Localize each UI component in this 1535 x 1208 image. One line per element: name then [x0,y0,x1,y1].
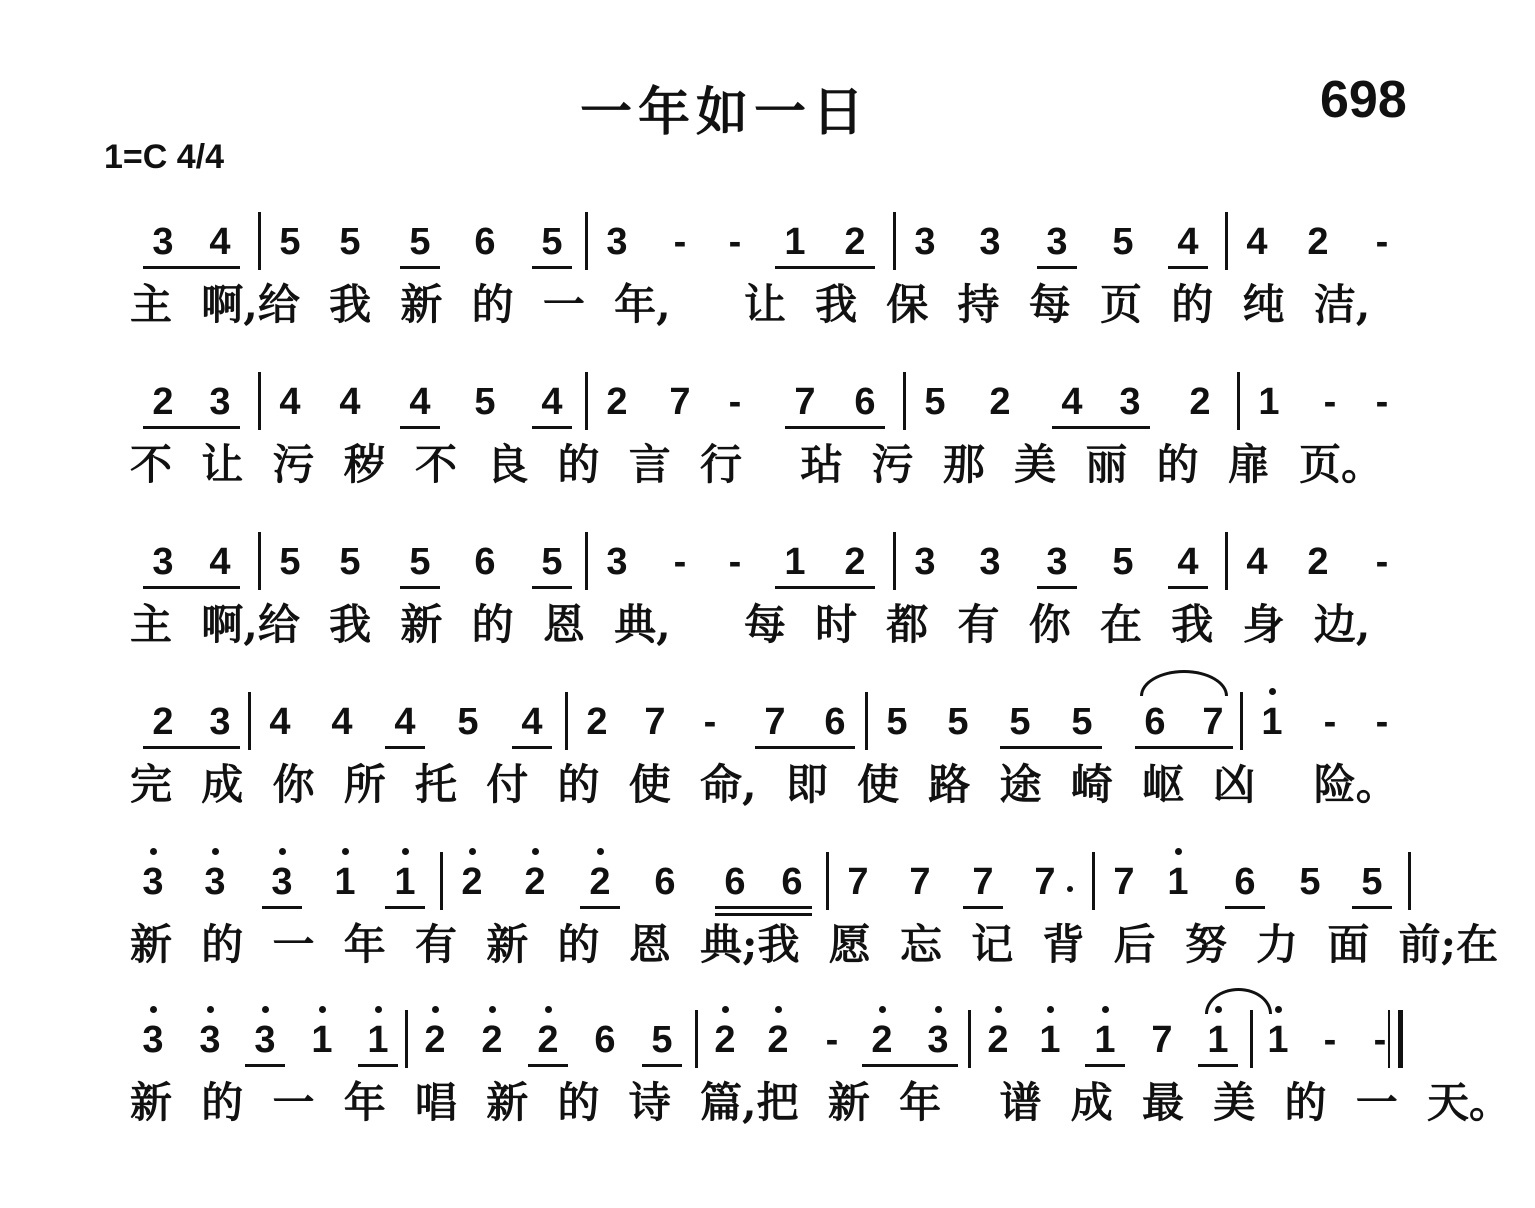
octave-dot [597,848,604,855]
bar-line [893,532,896,590]
note: 1 [302,1018,342,1062]
note: 2 [580,860,620,904]
note: 7 [909,861,931,903]
note: 3 [152,541,174,583]
bar-line [1240,692,1243,750]
double-beam-line [715,906,812,909]
note: 6 [724,861,746,903]
note: 6 [474,221,496,263]
note: 5 [1009,701,1031,743]
note: 4 [1246,541,1268,583]
beam-line [1168,266,1208,269]
note: 3 [190,1018,230,1062]
beam-line [512,746,552,749]
octave-dot [402,848,409,855]
note: 5 [339,221,361,263]
octave-dot [1269,688,1276,695]
octave-dot [279,848,286,855]
octave-dot [262,1006,269,1013]
note: 5 [541,221,563,263]
note: 2 [978,1018,1018,1062]
octave-dot [150,1006,157,1013]
beam-line [532,266,572,269]
bar-line [585,212,588,270]
final-bar-thin [1388,1010,1390,1068]
note: 4 [1061,381,1083,423]
lyric-line: 新 的 一 年 有 新 的 恩 典;我 愿 忘 记 背 后 努 力 面 前;在 [130,920,1499,969]
note: 2 [152,701,174,743]
note: 2 [152,381,174,423]
note: 1 [1252,700,1292,744]
hymn-number: 698 [1320,71,1407,129]
note: 4 [209,221,231,263]
note: 5 [1299,861,1321,903]
octave-dot [995,1006,1002,1013]
beam-line [143,746,240,749]
note: 2 [606,381,628,423]
beam-line [1000,746,1102,749]
octave-dot [212,848,219,855]
bar-line [258,532,261,590]
octave-dot [375,1006,382,1013]
note: 5 [409,221,431,263]
octave-dot [469,848,476,855]
octave-dot [1175,848,1182,855]
note: - [728,541,742,583]
beam-line [862,1064,958,1067]
beam-line [143,426,240,429]
note: 2 [844,221,866,263]
note: 6 [654,861,676,903]
octave-dot [207,1006,214,1013]
note: 3 [209,701,231,743]
note: - [1323,701,1337,743]
note: - [703,701,717,743]
note: 7 [1113,861,1135,903]
note: 6 [1144,701,1166,743]
note: 3 [1046,541,1068,583]
note: 6 [854,381,876,423]
bar-line [826,852,829,910]
octave-dot [319,1006,326,1013]
note: 5 [279,541,301,583]
note: 1 [1158,860,1198,904]
beam-line [532,426,572,429]
octave-dot [1102,1006,1109,1013]
beam-line [1198,1064,1238,1067]
bar-line [893,212,896,270]
note: 1 [325,860,365,904]
beam-line [580,906,620,909]
bar-line [695,1010,698,1068]
note: - [728,381,742,423]
note: 2 [758,1018,798,1062]
note: 5 [1112,541,1134,583]
note: 3 [195,860,235,904]
score-row [0,220,1535,380]
note: 5 [409,541,431,583]
note: 5 [457,701,479,743]
bar-line [258,212,261,270]
beam-line [775,266,875,269]
note: - [1375,221,1389,263]
key-signature: 1=C 4/4 [104,138,225,176]
note: 3 [262,860,302,904]
beam-line [963,906,1003,909]
beam-line [358,1064,398,1067]
note: 6 [594,1019,616,1061]
note: 5 [279,221,301,263]
note: 6 [1234,861,1256,903]
note: 5 [339,541,361,583]
note: 3 [914,541,936,583]
note: - [1323,381,1337,423]
note: 6 [824,701,846,743]
note: 1 [1258,381,1280,423]
octave-dot [1275,1006,1282,1013]
score-row [0,540,1535,700]
note: 4 [409,381,431,423]
note: 3 [133,860,173,904]
bar-line [1250,1010,1253,1068]
note: 5 [541,541,563,583]
note: 5 [924,381,946,423]
note: 3 [152,221,174,263]
beam-line [1168,586,1208,589]
bar-line [258,372,261,430]
bar-line [1225,212,1228,270]
beam-line [262,906,302,909]
bar-line [440,852,443,910]
note: 4 [541,381,563,423]
octave-dot [545,1006,552,1013]
note: 2 [452,860,492,904]
note: - [1323,1019,1337,1061]
lyric-line: 新 的 一 年 唱 新 的 诗 篇,把 新 年 谱 成 最 美 的 一 天。 [130,1078,1512,1127]
note: 3 [245,1018,285,1062]
note: 5 [651,1019,673,1061]
lyric-line: 主 啊,给 我 新 的 恩 典, 每 时 都 有 你 在 我 身 边, [130,600,1371,649]
note: 1 [1198,1018,1238,1062]
note: 2 [1307,221,1329,263]
note: 5 [947,701,969,743]
note: 1 [784,541,806,583]
note: 3 [606,541,628,583]
note: 2 [1189,381,1211,423]
score-row [0,700,1535,860]
bar-line [968,1010,971,1068]
note: 3 [979,221,1001,263]
note: 4 [1177,221,1199,263]
note: 7 [669,381,691,423]
note: 2 [705,1018,745,1062]
note: 1 [1085,1018,1125,1062]
beam-line [385,746,425,749]
note: 2 [989,381,1011,423]
beam-line [1052,426,1150,429]
note: 4 [339,381,361,423]
octave-dot [342,848,349,855]
bar-line [865,692,868,750]
note: 2 [528,1018,568,1062]
final-bar-thick [1398,1010,1403,1068]
octave-dot [150,848,157,855]
note: 7 [644,701,666,743]
score-row [0,1018,1535,1178]
note: 3 [606,221,628,263]
note: - [673,541,687,583]
note: 7 [794,381,816,423]
beam-line [642,1064,682,1067]
note: 3 [209,381,231,423]
octave-dot [879,1006,886,1013]
note: 3 [918,1018,958,1062]
note: 1 [358,1018,398,1062]
note: 4 [209,541,231,583]
note: 2 [472,1018,512,1062]
note: 4 [331,701,353,743]
note: 7 [972,861,994,903]
note: 3 [1119,381,1141,423]
octave-dot [1047,1006,1054,1013]
note: 7 [1202,701,1224,743]
note: 6 [474,541,496,583]
note: - [1375,381,1389,423]
note: 4 [1177,541,1199,583]
beam-line [532,586,572,589]
beam-line [1037,586,1077,589]
double-beam-line [715,913,812,916]
note: 2 [515,860,555,904]
augmentation-dot [1067,886,1073,892]
beam-line [1225,906,1265,909]
note: - [728,221,742,263]
bar-line [248,692,251,750]
beam-line [143,266,240,269]
score-row [0,380,1535,540]
note: 5 [1112,221,1134,263]
beam-line [385,906,425,909]
octave-dot [775,1006,782,1013]
beam-line [400,266,440,269]
lyric-line: 完 成 你 所 托 付 的 使 命, 即 使 路 途 崎 岖 凶 险。 [130,760,1398,809]
beam-line [528,1064,568,1067]
note: 2 [844,541,866,583]
note: - [1373,1019,1387,1061]
bar-line [585,532,588,590]
bar-line [405,1010,408,1068]
beam-line [1135,746,1233,749]
note: 3 [914,221,936,263]
note: 3 [133,1018,173,1062]
octave-dot [532,848,539,855]
note: 1 [1258,1018,1298,1062]
bar-line [903,372,906,430]
note: 7 [764,701,786,743]
beam-line [1085,1064,1125,1067]
note: 4 [394,701,416,743]
note: 1 [784,221,806,263]
note: 5 [1361,861,1383,903]
note: 7 [1151,1019,1173,1061]
note: - [825,1019,839,1061]
note: 2 [862,1018,902,1062]
beam-line [1037,266,1077,269]
beam-line [143,586,240,589]
note: - [1375,701,1389,743]
note: 5 [474,381,496,423]
beam-line [785,426,885,429]
octave-dot [722,1006,729,1013]
bar-line [1225,532,1228,590]
lyric-line: 主 啊,给 我 新 的 一 年, 让 我 保 持 每 页 的 纯 洁, [130,280,1371,329]
beam-line [1352,906,1392,909]
beam-line [755,746,855,749]
note: - [1375,541,1389,583]
note: 2 [1307,541,1329,583]
note: 1 [1030,1018,1070,1062]
bar-line [565,692,568,750]
note: - [673,221,687,263]
note: 1 [385,860,425,904]
note: 6 [781,861,803,903]
note: 4 [521,701,543,743]
bar-line [585,372,588,430]
beam-line [245,1064,285,1067]
octave-dot [489,1006,496,1013]
beam-line [400,426,440,429]
lyric-line: 不 让 污 秽 不 良 的 言 行 玷 污 那 美 丽 的 扉 页。 [130,440,1384,489]
note: 5 [1071,701,1093,743]
hymn-title: 一年如一日 [580,83,871,143]
note: 2 [415,1018,455,1062]
note: 5 [886,701,908,743]
note: 7 [1025,860,1065,904]
note: 4 [1246,221,1268,263]
note: 3 [979,541,1001,583]
bar-line [1092,852,1095,910]
octave-dot [432,1006,439,1013]
bar-line [1408,852,1411,910]
note: 3 [1046,221,1068,263]
note: 4 [269,701,291,743]
note: 4 [279,381,301,423]
note: 7 [847,861,869,903]
bar-line [1237,372,1240,430]
beam-line [400,586,440,589]
score-row [0,860,1535,1020]
note: 2 [586,701,608,743]
octave-dot [935,1006,942,1013]
beam-line [775,586,875,589]
